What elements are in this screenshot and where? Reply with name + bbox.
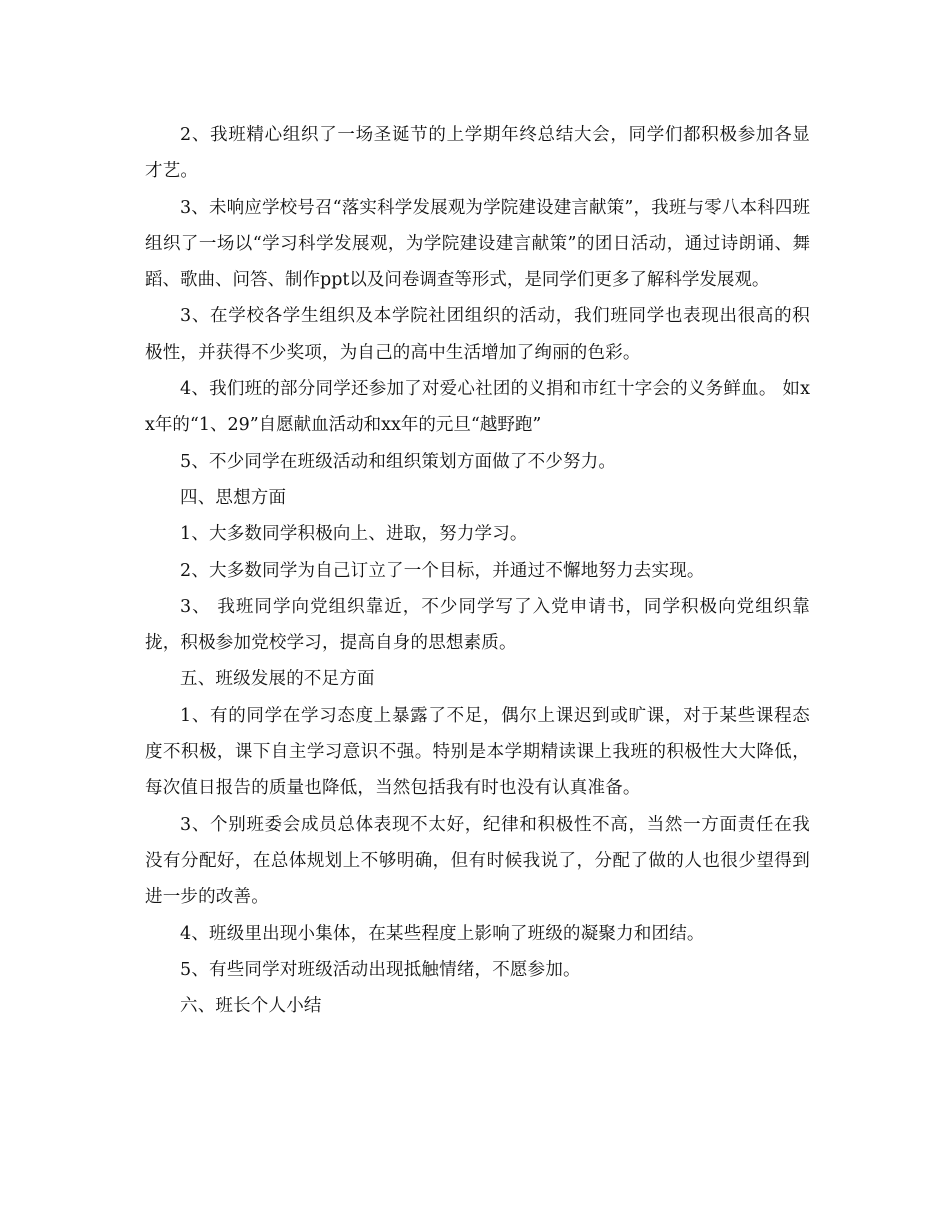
paragraph-shortcoming-4: 4、班级里出现小集体，在某些程度上影响了班级的凝聚力和团结。 [180, 923, 705, 944]
paragraph-shortcoming-3: 3、个别班委会成员总体表现不太好，纪律和积极性不高，当然一方面责任在我没有分配好，在总体规划上不够明确，但有时候我说了，分配了做的人也很少望得到进一步的改善。 [145, 814, 810, 908]
paragraph-activity-4: 4、我们班的部分同学还参加了对爱心社团的义捐和市红十字会的义务鲜血。 如xx年的“1、29”自愿献血活动和xx年的元旦“越野跑” [145, 379, 810, 436]
paragraph-shortcoming-1: 1、有的同学在学习态度上暴露了不足，偶尔上课迟到或旷课，对于某些课程态度不积极，课下自主学习意识不强。特别是本学期精读课上我班的积极性大大降低，每次值日报告的质量也降低，当然包括我有时也没有认真准备。 [145, 705, 810, 799]
paragraph-activity-3a: 3、未响应学校号召“落实科学发展观为学院建设建言献策”，我班与零八本科四班组织了一场以“学习科学发展观，为学院建设建言献策”的团日活动，通过诗朗诵、舞蹈、歌曲、问答、制作ppt以及问卷调查等形式，是同学们更多了解科学发展观。 [145, 197, 810, 291]
paragraph-shortcoming-5: 5、有些同学对班级活动出现抵触情绪，不愿参加。 [180, 959, 581, 980]
paragraph-thought-1: 1、大多数同学积极向上、进取，努力学习。 [180, 524, 528, 545]
document-body [145, 117, 810, 1024]
section-heading-monitor-summary: 六、班长个人小结 [180, 996, 322, 1017]
section-heading-shortcomings: 五、班级发展的不足方面 [180, 669, 375, 690]
paragraph-activity-2: 2、我班精心组织了一场圣诞节的上学期年终总结大会，同学们都积极参加各显才艺。 [145, 125, 810, 182]
paragraph-thought-2: 2、大多数同学为自己订立了一个目标，并通过不懈地努力去实现。 [180, 560, 705, 581]
section-heading-thought: 四、思想方面 [180, 487, 287, 508]
paragraph-activity-5: 5、不少同学在班级活动和组织策划方面做了不少努力。 [180, 451, 617, 472]
paragraph-activity-3b: 3、在学校各学生组织及本学院社团组织的活动，我们班同学也表现出很高的积极性，并获得不少奖项，为自己的高中生活增加了绚丽的色彩。 [145, 306, 810, 363]
paragraph-thought-3: 3、 我班同学向党组织靠近，不少同学写了入党申请书，同学积极向党组织靠拢，积极参加党校学习，提高自身的思想素质。 [145, 596, 810, 654]
